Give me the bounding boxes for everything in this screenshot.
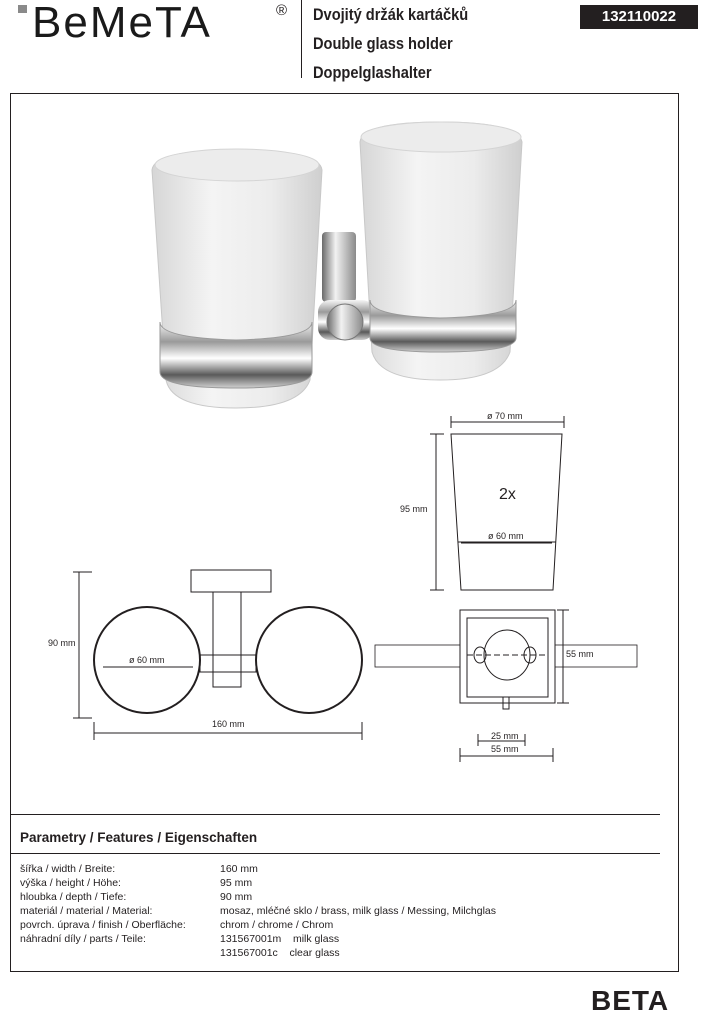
dim-bottom-width: ø 60 mm [488, 531, 524, 541]
param-label: povrch. úprava / finish / Oberfläche: [20, 919, 186, 931]
registered-mark: ® [276, 2, 288, 19]
dim-ring-diameter: ø 60 mm [129, 655, 165, 665]
dim-plate-height: 55 mm [566, 649, 594, 659]
param-value: 160 mm [220, 863, 258, 875]
param-value: 95 mm [220, 877, 253, 889]
product-titles [313, 0, 493, 87]
title-english: Double glass holder [313, 34, 453, 53]
params-title: Parametry / Features / Eigenschaften [20, 830, 258, 845]
product-code-badge: 132110022 [580, 5, 698, 29]
param-value: 131567001m milk glass [220, 933, 340, 945]
section-divider [10, 814, 660, 815]
dim-front-height: 90 mm [48, 638, 76, 648]
param-value: 90 mm [220, 891, 253, 903]
logo-wordmark: BeMeTA [32, 0, 212, 47]
param-value: 131567001c clear glass [220, 947, 340, 959]
title-german: Doppelglashalter [313, 63, 432, 82]
logo-square-icon [18, 5, 27, 13]
quantity-label: 2x [499, 486, 516, 503]
dim-top-width: ø 70 mm [487, 411, 523, 421]
dim-inner-width: 25 mm [491, 731, 519, 741]
param-label: šířka / width / Breite: [20, 863, 116, 875]
dim-total-width: 160 mm [212, 719, 245, 729]
title-czech: Dvojitý držák kartáčků [313, 5, 469, 24]
params-divider [10, 853, 660, 854]
param-label: náhradní díly / parts / Teile: [20, 933, 146, 945]
header-divider [301, 0, 302, 78]
param-label: hloubka / depth / Tiefe: [20, 891, 127, 903]
dim-glass-height: 95 mm [400, 504, 428, 514]
param-label: materiál / material / Material: [20, 905, 153, 917]
param-value: chrom / chrome / Chrom [220, 919, 334, 931]
param-value: mosaz, mléčné sklo / brass, milk glass / Messing, Milchglas [220, 905, 496, 917]
series-name: BETA [591, 985, 670, 1016]
dim-plate-width: 55 mm [491, 744, 519, 754]
param-label: výška / height / Höhe: [20, 877, 121, 889]
